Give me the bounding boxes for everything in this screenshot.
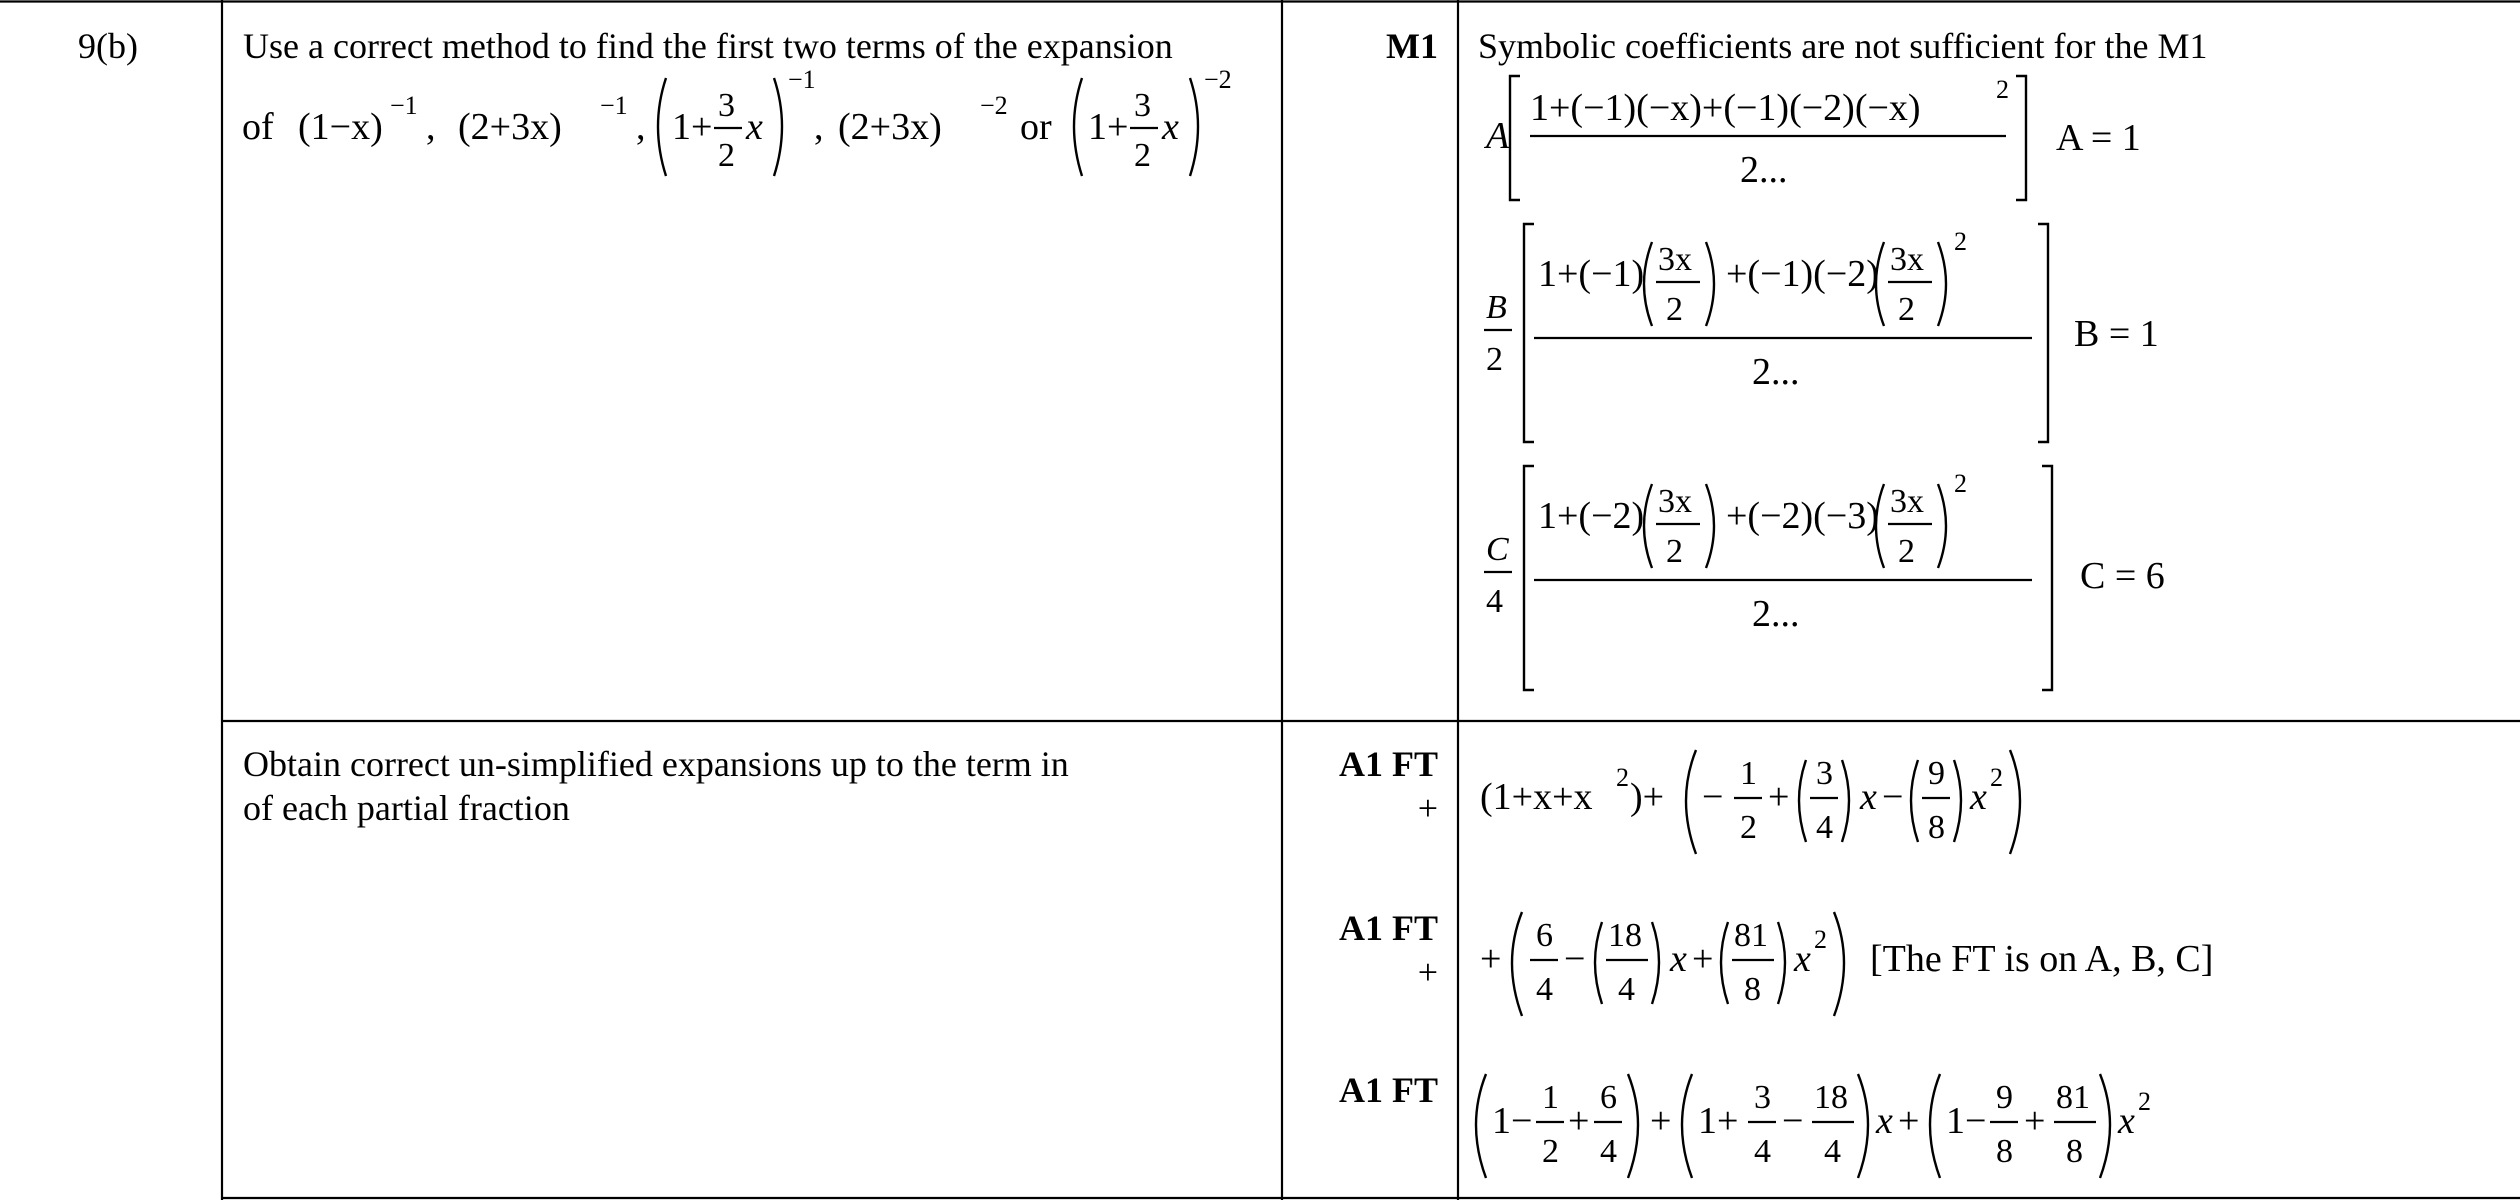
svg-text:+: + (1480, 938, 1502, 980)
svg-text:A: A (1486, 115, 1510, 157)
svg-text:3x: 3x (1658, 241, 1692, 278)
svg-text:81: 81 (2056, 1079, 2090, 1116)
svg-text:2: 2 (718, 137, 735, 174)
svg-text:+: + (1768, 776, 1790, 818)
row2-description-line2: of each partial fraction (243, 788, 570, 828)
svg-text:2: 2 (1898, 291, 1915, 328)
svg-text:−2: −2 (980, 91, 1008, 120)
svg-text:(1+x+x: (1+x+x (1480, 776, 1593, 818)
svg-text:1+(−2): 1+(−2) (1538, 495, 1645, 537)
svg-text:2: 2 (1990, 763, 2003, 792)
svg-text:9: 9 (1928, 755, 1945, 792)
svg-text:3: 3 (1754, 1079, 1771, 1116)
svg-text:−2: −2 (1204, 65, 1232, 94)
svg-text:1+: 1+ (1088, 106, 1129, 148)
svg-text:x: x (1876, 1100, 1893, 1142)
svg-text:−: − (1882, 776, 1904, 818)
svg-text:9: 9 (1996, 1079, 2013, 1116)
svg-text:−1: −1 (390, 91, 418, 120)
svg-text:−1: −1 (600, 91, 628, 120)
guidance-b-expression (1470, 220, 2470, 450)
svg-text:3: 3 (718, 87, 735, 124)
expr-1-minus-x-inv (298, 91, 436, 148)
svg-text:8: 8 (1996, 1133, 2013, 1170)
svg-text:8: 8 (2066, 1133, 2083, 1170)
svg-text:2: 2 (1616, 763, 1629, 792)
svg-text:3: 3 (1816, 755, 1833, 792)
svg-text:,: , (814, 106, 824, 148)
guidance-expansion-1 (1470, 746, 2470, 866)
svg-text:,: , (426, 106, 436, 148)
svg-text:2: 2 (1542, 1133, 1559, 1170)
expr-2-plus-3x-inv-squared (838, 91, 1008, 148)
svg-text:C: C (1486, 531, 1509, 568)
svg-text:+: + (1650, 1100, 1672, 1142)
svg-text:4: 4 (1536, 971, 1553, 1008)
svg-text:(1−x): (1−x) (298, 106, 383, 148)
row1-mark: M1 (1386, 26, 1438, 66)
svg-text:4: 4 (1824, 1133, 1841, 1170)
svg-text:1−: 1− (1492, 1100, 1533, 1142)
svg-text:1+: 1+ (1698, 1100, 1739, 1142)
svg-text:2: 2 (1954, 469, 1967, 498)
row1-guidance-note: Symbolic coefficients are not sufficient for the M1 (1478, 26, 2208, 66)
svg-text:)+: )+ (1630, 776, 1665, 818)
svg-text:x: x (2118, 1100, 2135, 1142)
svg-text:4: 4 (1618, 971, 1635, 1008)
svg-text:4: 4 (1486, 583, 1503, 620)
svg-text:−1: −1 (788, 65, 816, 94)
svg-text:8: 8 (1744, 971, 1761, 1008)
guidance-a-expression (1470, 70, 2470, 210)
svg-text:+(−1)(−2): +(−1)(−2) (1726, 253, 1879, 295)
svg-text:2: 2 (1996, 75, 2009, 104)
svg-text:1−: 1− (1946, 1100, 1987, 1142)
guidance-expansion-3 (1470, 1070, 2470, 1190)
guidance-c-expression (1470, 462, 2470, 692)
svg-text:18: 18 (1814, 1079, 1848, 1116)
svg-text:x: x (1794, 938, 1811, 980)
row1-description-line2 (240, 66, 1280, 186)
svg-text:C = 6: C = 6 (2080, 555, 2165, 597)
svg-text:x: x (1860, 776, 1877, 818)
svg-text:2: 2 (1954, 227, 1967, 256)
svg-text:+: + (1692, 938, 1714, 980)
svg-text:81: 81 (1734, 917, 1768, 954)
svg-text:8: 8 (1928, 809, 1945, 846)
svg-text:2: 2 (2138, 1087, 2151, 1116)
svg-text:−: − (1782, 1100, 1804, 1142)
row2-mark-1: A1 FT + (1339, 744, 1438, 828)
svg-text:−: − (1564, 938, 1586, 980)
row2-description-line1: Obtain correct un-simplified expansions up to the term in (243, 744, 1069, 784)
question-number: 9(b) (78, 26, 138, 66)
svg-text:A = 1: A = 1 (2056, 117, 2141, 159)
svg-text:x: x (746, 106, 763, 148)
svg-text:+: + (1568, 1100, 1590, 1142)
svg-text:x: x (1162, 106, 1179, 148)
svg-text:−: − (1702, 776, 1724, 818)
svg-text:4: 4 (1754, 1133, 1771, 1170)
svg-text:2: 2 (1486, 341, 1503, 378)
svg-text:B = 1: B = 1 (2074, 313, 2159, 355)
svg-text:6: 6 (1600, 1079, 1617, 1116)
svg-text:+: + (1898, 1100, 1920, 1142)
svg-text:+(−2)(−3): +(−2)(−3) (1726, 495, 1879, 537)
svg-text:1+(−1): 1+(−1) (1538, 253, 1645, 295)
svg-text:x: x (1670, 938, 1687, 980)
svg-text:,: , (636, 106, 646, 148)
expr-1-plus-3-halves-x-inv (658, 65, 824, 176)
row1-description-line1: Use a correct method to find the first two terms of the expansion (243, 26, 1173, 66)
svg-text:B: B (1486, 289, 1507, 326)
svg-text:(2+3x): (2+3x) (838, 106, 942, 148)
svg-text:1: 1 (1740, 755, 1757, 792)
guidance-expansion-2 (1470, 908, 2520, 1028)
ft-note: [The FT is on A, B, C] (1870, 938, 2214, 980)
svg-text:2: 2 (1666, 291, 1683, 328)
svg-text:18: 18 (1608, 917, 1642, 954)
svg-text:6: 6 (1536, 917, 1553, 954)
svg-text:3: 3 (1134, 87, 1151, 124)
svg-text:4: 4 (1600, 1133, 1617, 1170)
svg-text:1: 1 (1542, 1079, 1559, 1116)
svg-text:2: 2 (1666, 533, 1683, 570)
svg-text:4: 4 (1816, 809, 1833, 846)
svg-text:2: 2 (1134, 137, 1151, 174)
row2-mark-2: A1 FT + (1339, 908, 1438, 992)
svg-text:x: x (1970, 776, 1987, 818)
svg-text:2...: 2... (1752, 593, 1800, 635)
svg-text:1+: 1+ (672, 106, 713, 148)
svg-text:1+(−1)(−x)+(−1)(−2)(−x): 1+(−1)(−x)+(−1)(−2)(−x) (1530, 87, 1921, 129)
svg-text:2: 2 (1898, 533, 1915, 570)
row2-mark-3: A1 FT (1339, 1070, 1438, 1110)
row1-or-connector: or (1020, 106, 1052, 148)
svg-text:2: 2 (1740, 809, 1757, 846)
svg-text:2: 2 (1814, 925, 1827, 954)
svg-text:3x: 3x (1658, 483, 1692, 520)
row1-of-label: of (242, 106, 274, 148)
expr-2-plus-3x-inv (458, 91, 646, 148)
svg-text:3x: 3x (1890, 483, 1924, 520)
svg-text:(2+3x): (2+3x) (458, 106, 562, 148)
svg-text:2...: 2... (1752, 351, 1800, 393)
svg-text:+: + (2024, 1100, 2046, 1142)
expr-1-plus-3-halves-x-inv-squared (1074, 65, 1232, 176)
svg-text:2...: 2... (1740, 149, 1788, 191)
svg-text:3x: 3x (1890, 241, 1924, 278)
